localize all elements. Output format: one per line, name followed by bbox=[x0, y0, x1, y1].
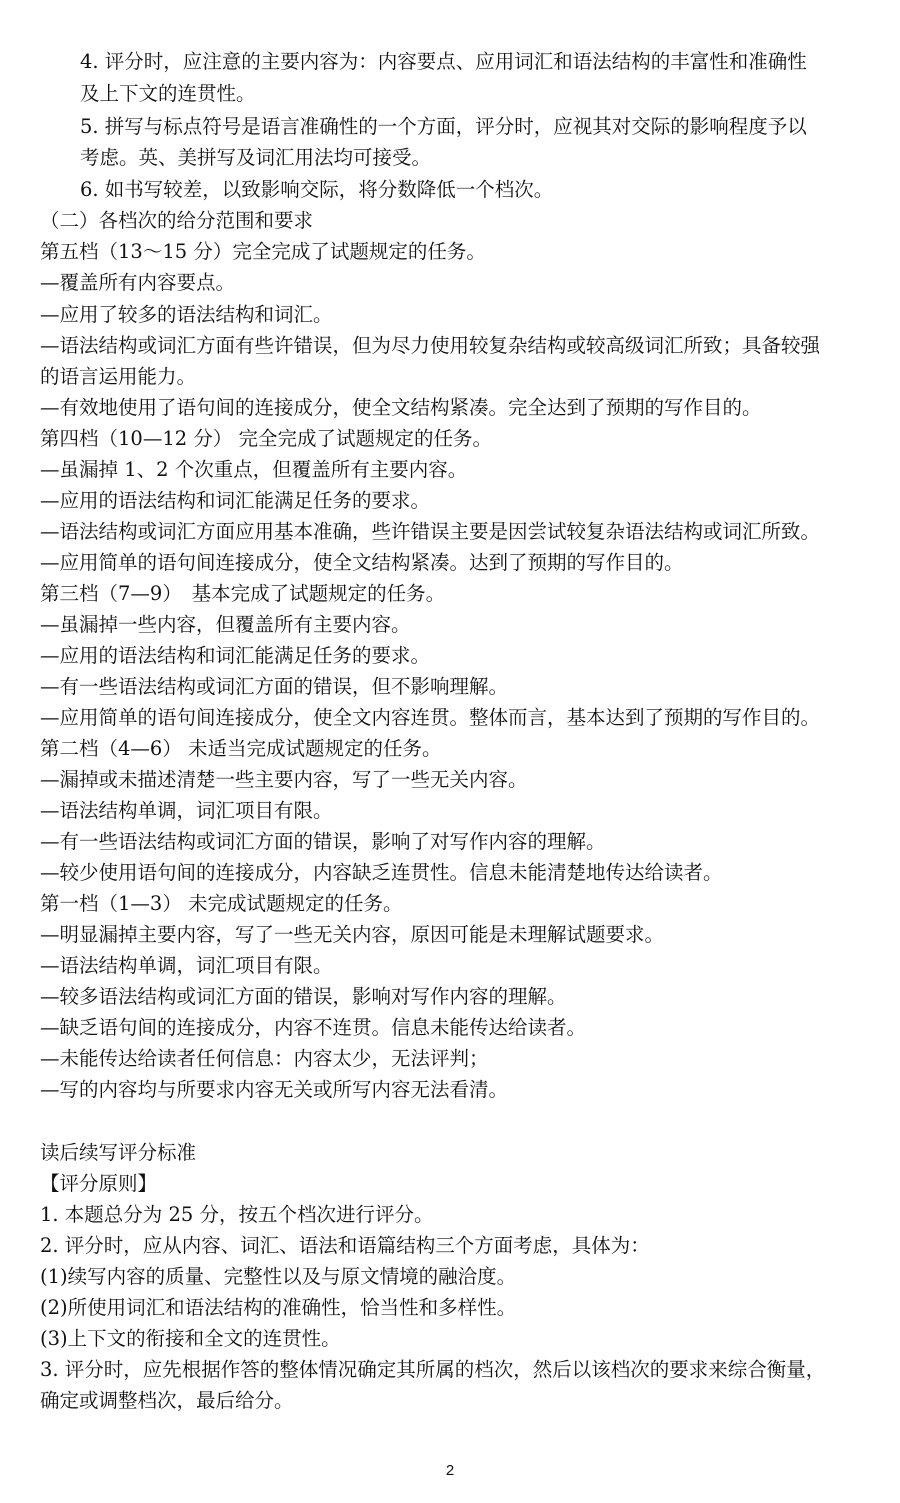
level-2-heading: 第二档（4—6） 未适当完成试题规定的任务。 bbox=[40, 737, 442, 760]
level-5-heading: 第五档（13～15 分）完全完成了试题规定的任务。 bbox=[40, 240, 486, 263]
level-3-item: —应用的语法结构和词汇能满足任务的要求。 bbox=[40, 644, 431, 667]
level-3-item: —虽漏掉一些内容，但覆盖所有主要内容。 bbox=[40, 613, 411, 636]
principle-2-sub-3: (3)上下文的衔接和全文的连贯性。 bbox=[40, 1327, 341, 1350]
continuation-title: 读后续写评分标准 bbox=[40, 1141, 197, 1164]
principle-1: 1. 本题总分为 25 分，按五个档次进行评分。 bbox=[40, 1203, 434, 1226]
level-4-item: —虽漏掉 1、2 个次重点，但覆盖所有主要内容。 bbox=[40, 458, 468, 481]
level-2-item: —漏掉或未描述清楚一些主要内容，写了一些无关内容。 bbox=[40, 768, 528, 791]
level-1-item: —较多语法结构或词汇方面的错误，影响对写作内容的理解。 bbox=[40, 985, 567, 1008]
level-0-item: —未能传达给读者任何信息：内容太少，无法评判； bbox=[40, 1047, 489, 1070]
level-4-heading: 第四档（10—12 分） 完全完成了试题规定的任务。 bbox=[40, 427, 493, 450]
note-4-line-1: 4. 评分时，应注意的主要内容为：内容要点、应用词汇和语法结构的丰富性和准确性 bbox=[80, 50, 807, 73]
note-5-line-1: 5. 拼写与标点符号是语言准确性的一个方面，评分时，应视其对交际的影响程度予以 bbox=[80, 115, 807, 138]
level-3-heading: 第三档（7—9） 基本完成了试题规定的任务。 bbox=[40, 582, 446, 605]
level-1-item: —明显漏掉主要内容，写了一些无关内容，原因可能是未理解试题要求。 bbox=[40, 923, 665, 946]
level-1-item: —语法结构单调，词汇项目有限。 bbox=[40, 954, 333, 977]
level-4-item: —应用简单的语句间连接成分，使全文结构紧凑。达到了预期的写作目的。 bbox=[40, 551, 684, 574]
level-5-item: —覆盖所有内容要点。 bbox=[40, 271, 236, 294]
level-0-item: —写的内容均与所要求内容无关或所写内容无法看清。 bbox=[40, 1078, 509, 1101]
level-3-item: —应用简单的语句间连接成分，使全文内容连贯。整体而言，基本达到了预期的写作目的。 bbox=[40, 706, 821, 729]
principle-3-line-1: 3. 评分时，应先根据作答的整体情况确定其所属的档次，然后以该档次的要求来综合衡量， bbox=[40, 1358, 826, 1381]
principle-2-sub-2: (2)所使用词汇和语法结构的准确性，恰当性和多样性。 bbox=[40, 1296, 517, 1319]
note-6: 6. 如书写较差，以致影响交际，将分数降低一个档次。 bbox=[80, 178, 554, 201]
principle-2-sub-1: (1)续写内容的质量、完整性以及与原文情境的融洽度。 bbox=[40, 1265, 517, 1288]
level-5-item: —有效地使用了语句间的连接成分，使全文结构紧凑。完全达到了预期的写作目的。 bbox=[40, 396, 762, 419]
level-5-item: —语法结构或词汇方面有些许错误，但为尽力使用较复杂结构或较高级词汇所致；具备较强 bbox=[40, 334, 821, 357]
level-4-item: —语法结构或词汇方面应用基本准确，些许错误主要是因尝试较复杂语法结构或词汇所致。 bbox=[40, 520, 821, 543]
level-5-item: —应用了较多的语法结构和词汇。 bbox=[40, 303, 333, 326]
level-1-heading: 第一档（1—3） 未完成试题规定的任务。 bbox=[40, 892, 403, 915]
section-heading-levels: （二）各档次的给分范围和要求 bbox=[40, 209, 314, 232]
principles-heading: 【评分原则】 bbox=[40, 1172, 158, 1195]
level-5-item-cont: 的语言运用能力。 bbox=[40, 365, 197, 388]
principle-3-line-2: 确定或调整档次，最后给分。 bbox=[40, 1389, 294, 1412]
level-2-item: —较少使用语句间的连接成分，内容缺乏连贯性。信息未能清楚地传达给读者。 bbox=[40, 861, 723, 884]
level-2-item: —有一些语法结构或词汇方面的错误，影响了对写作内容的理解。 bbox=[40, 830, 606, 853]
level-4-item: —应用的语法结构和词汇能满足任务的要求。 bbox=[40, 489, 431, 512]
note-4-line-2: 及上下文的连贯性。 bbox=[80, 82, 256, 105]
principle-2: 2. 评分时，应从内容、词汇、语法和语篇结构三个方面考虑，具体为： bbox=[40, 1234, 650, 1257]
page-number: 2 bbox=[445, 1462, 455, 1479]
level-3-item: —有一些语法结构或词汇方面的错误，但不影响理解。 bbox=[40, 675, 509, 698]
level-1-item: —缺乏语句间的连接成分，内容不连贯。信息未能传达给读者。 bbox=[40, 1016, 587, 1039]
note-5-line-2: 考虑。英、美拼写及词汇用法均可接受。 bbox=[80, 146, 432, 169]
level-2-item: —语法结构单调，词汇项目有限。 bbox=[40, 799, 333, 822]
